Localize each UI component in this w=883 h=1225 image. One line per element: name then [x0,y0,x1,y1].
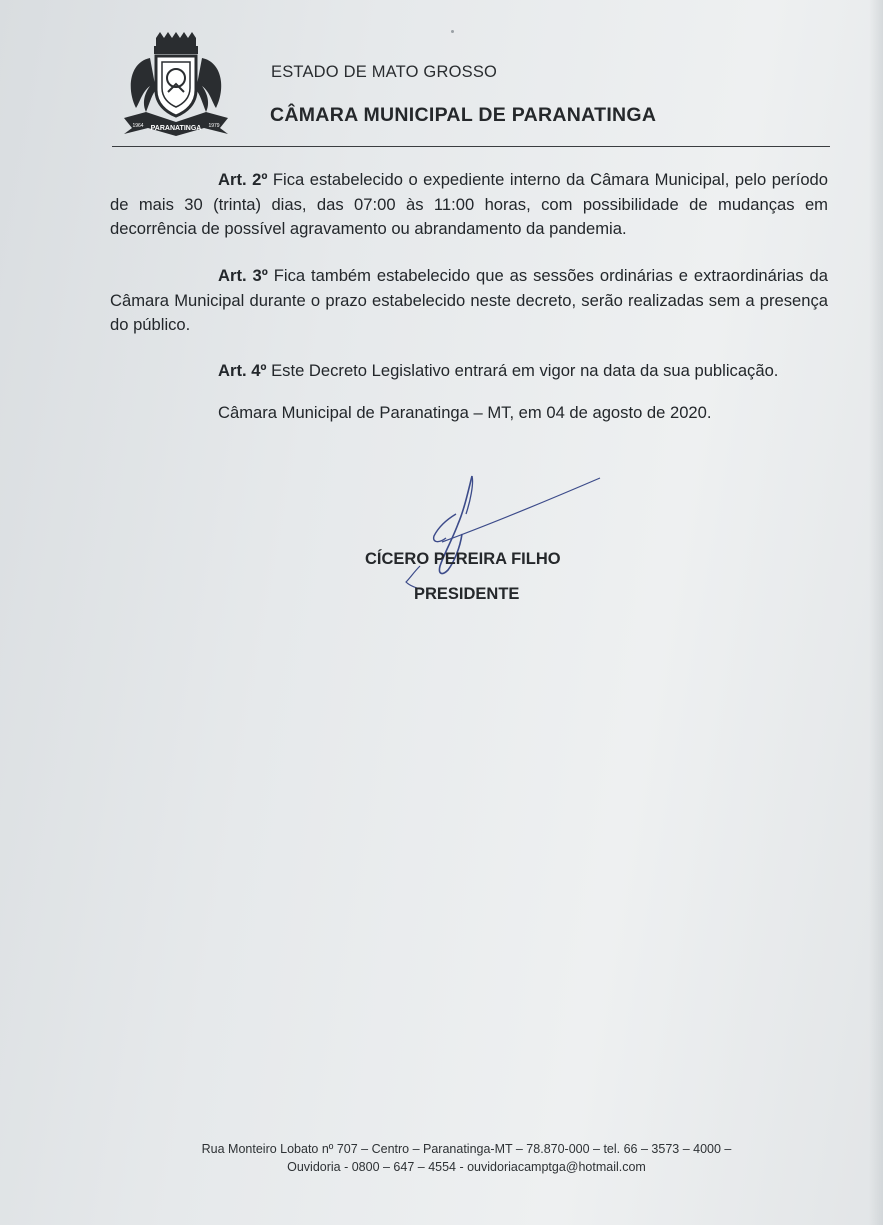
article-4-paragraph [110,359,828,384]
footer-ombudsman: Ouvidoria - 0800 – 647 – 4554 - ouvidoriacamptga@hotmail.com [287,1160,646,1174]
article-3-label: Art. 3º [218,266,268,285]
svg-text:1964: 1964 [132,123,144,129]
svg-text:1979: 1979 [208,123,220,129]
article-2-paragraph [110,168,828,242]
letterhead [0,0,883,150]
article-3-text: Fica também estabelecido que as sessões ordinárias e extraordinárias da Câmara Municipal durante o prazo estabelecido neste decreto, serão realizadas sem a presença do público. [110,266,828,334]
paper-edge-shadow [869,0,883,1225]
article-2-label: Art. 2º [218,170,268,189]
signatory-name: CÍCERO PEREIRA FILHO [365,550,561,568]
article-3-paragraph [110,264,828,338]
signatory-title: PRESIDENTE [414,585,520,603]
footer-address: Rua Monteiro Lobato nº 707 – Centro – Paranatinga-MT – 78.870-000 – tel. 66 – 3573 – 4000 – [201,1142,732,1156]
municipal-crest-logo [120,32,232,136]
header-divider [112,146,830,147]
article-4-text: Este Decreto Legislativo entrará em vigor na data da sua publicação. [266,361,779,380]
svg-text:PARANATINGA: PARANATINGA [150,125,202,132]
article-4-label: Art. 4º [218,361,267,380]
article-2-text: Fica estabelecido o expediente interno da Câmara Municipal, pelo período de mais 30 (trinta) dias, das 07:00 às 11:00 horas, com possibilidade de mudanças em decorrência de possível agravamento ou abrandamento da pandemia. [110,170,829,238]
chamber-heading: CÂMARA MUNICIPAL DE PARANATINGA [270,104,657,126]
closing-date-line: Câmara Municipal de Paranatinga – MT, em 04 de agosto de 2020. [218,403,712,422]
state-heading: ESTADO DE MATO GROSSO [271,63,498,81]
